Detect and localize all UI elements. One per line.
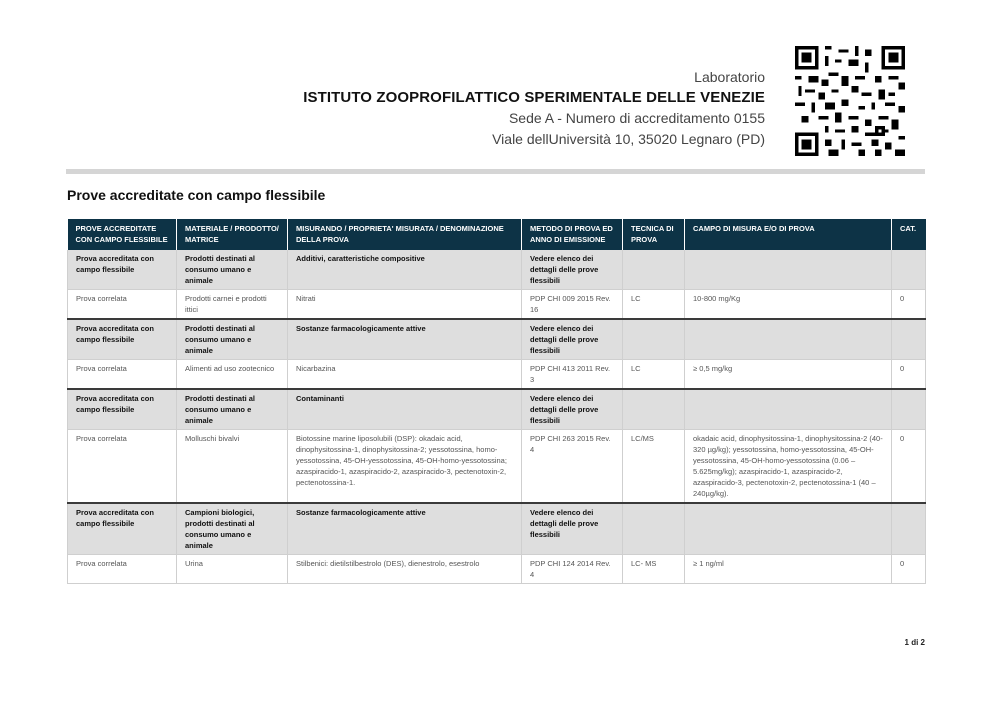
table-cell: Campioni biologici, prodotti destinati al consumo umano e animale <box>177 503 288 555</box>
table-cell: 10-800 mg/Kg <box>685 290 892 320</box>
column-header: CAMPO DI MISURA E/O DI PROVA <box>685 219 892 250</box>
table-cell: Prodotti destinati al consumo umano e animale <box>177 319 288 360</box>
table-cell <box>623 389 685 430</box>
table-cell: Prova correlata <box>68 290 177 320</box>
table-cell: Prova accreditata con campo flessibile <box>68 319 177 360</box>
table-cell: 0 <box>892 290 926 320</box>
table-cell: Prova accreditata con campo flessibile <box>68 250 177 290</box>
table-row-related <box>68 555 926 584</box>
table-cell: PDP CHI 263 2015 Rev. 4 <box>522 430 623 504</box>
column-header: METODO DI PROVA ED ANNO DI EMISSIONE <box>522 219 623 250</box>
table-cell: LC <box>623 360 685 390</box>
table-cell: PDP CHI 009 2015 Rev. 16 <box>522 290 623 320</box>
table-row-related <box>68 430 926 504</box>
table-cell <box>685 389 892 430</box>
table-cell: ≥ 1 ng/ml <box>685 555 892 584</box>
table-header-row <box>68 219 926 250</box>
table-cell: Prodotti destinati al consumo umano e animale <box>177 389 288 430</box>
table-cell: Alimenti ad uso zootecnico <box>177 360 288 390</box>
column-header: CAT. <box>892 219 926 250</box>
table-cell: Vedere elenco dei dettagli delle prove flessibili <box>522 250 623 290</box>
table-cell: PDP CHI 124 2014 Rev. 4 <box>522 555 623 584</box>
table-row-related <box>68 290 926 320</box>
lab-accreditation: Sede A - Numero di accreditamento 0155 <box>508 110 765 126</box>
table-cell <box>892 250 926 290</box>
table-cell: PDP CHI 413 2011 Rev. 3 <box>522 360 623 390</box>
table-cell: Contaminanti <box>288 389 522 430</box>
lab-label: Laboratorio <box>694 69 765 85</box>
table-cell: Prodotti destinati al consumo umano e animale <box>177 250 288 290</box>
table-cell: Stilbenici: dietilstilbestrolo (DES), dienestrolo, esestrolo <box>288 555 522 584</box>
section-title: Prove accreditate con campo flessibile <box>67 187 326 203</box>
table-cell: Sostanze farmacologicamente attive <box>288 319 522 360</box>
table-cell: LC <box>623 290 685 320</box>
table-cell: Vedere elenco dei dettagli delle prove flessibili <box>522 503 623 555</box>
table-cell: Vedere elenco dei dettagli delle prove flessibili <box>522 319 623 360</box>
table-row-accredited <box>68 319 926 360</box>
table-cell: Prova correlata <box>68 360 177 390</box>
table-cell: Nitrati <box>288 290 522 320</box>
table-cell: Prova accreditata con campo flessibile <box>68 503 177 555</box>
table-cell: okadaic acid, dinophysitossina-1, dinophysitossina-2 (40-320 µg/kg); yessotossina, homo-yessotossina, 45-OH-yessotossina, 45-OH-homo-yessotossina (0.06 – 5.625mg/kg); azaspiracido-1, azaspiracido-2, azaspiracido-3, pectenotoxin-2, pectenotossina-1 (40 – 240µg/kg). <box>685 430 892 504</box>
column-header: PROVE ACCREDITATE CON CAMPO FLESSIBILE <box>68 219 177 250</box>
column-header: MATERIALE / PRODOTTO/ MATRICE <box>177 219 288 250</box>
table-cell <box>892 389 926 430</box>
table-cell <box>623 503 685 555</box>
table-cell: LC- MS <box>623 555 685 584</box>
table-row-accredited <box>68 389 926 430</box>
table-cell: ≥ 0,5 mg/kg <box>685 360 892 390</box>
table-cell: Prodotti carnei e prodotti ittici <box>177 290 288 320</box>
header-divider <box>66 169 925 174</box>
table-cell <box>685 319 892 360</box>
table-cell: Vedere elenco dei dettagli delle prove flessibili <box>522 389 623 430</box>
table-cell <box>623 319 685 360</box>
table-cell <box>623 250 685 290</box>
table-cell: 0 <box>892 555 926 584</box>
column-header: MISURANDO / PROPRIETA' MISURATA / DENOMINAZIONE DELLA PROVA <box>288 219 522 250</box>
page-number: 1 di 2 <box>904 638 925 647</box>
table-cell <box>685 503 892 555</box>
table-cell: Sostanze farmacologicamente attive <box>288 503 522 555</box>
table-cell: Urina <box>177 555 288 584</box>
table-cell: Prova correlata <box>68 430 177 504</box>
table-cell: Molluschi bivalvi <box>177 430 288 504</box>
table-cell: Nicarbazina <box>288 360 522 390</box>
table-cell: LC/MS <box>623 430 685 504</box>
table-cell: Biotossine marine liposolubili (DSP): okadaic acid, dinophysitossina-1, dinophysitossina-2; yessotossina, homo-yessotossina, 45-OH-yessotossina, 45-OH-homo-yessotossina; azaspiracido-1, azaspiracido-2, azaspiracido-3, pectenotoxin-2, pectenotossina-1. <box>288 430 522 504</box>
table-cell: Additivi, caratteristiche compositive <box>288 250 522 290</box>
qr-code-icon <box>795 46 905 156</box>
column-header: TECNICA DI PROVA <box>623 219 685 250</box>
table-cell <box>892 319 926 360</box>
table-cell <box>892 503 926 555</box>
lab-header <box>245 68 765 150</box>
table-cell: 0 <box>892 430 926 504</box>
lab-name: ISTITUTO ZOOPROFILATTICO SPERIMENTALE DELLE VENEZIE <box>303 89 765 106</box>
accreditation-table <box>67 219 926 584</box>
table-row-accredited <box>68 503 926 555</box>
table-cell: Prova accreditata con campo flessibile <box>68 389 177 430</box>
table-cell <box>685 250 892 290</box>
table-row-accredited <box>68 250 926 290</box>
lab-address: Viale dellUniversità 10, 35020 Legnaro (PD) <box>492 131 765 147</box>
table-cell: 0 <box>892 360 926 390</box>
table-row-related <box>68 360 926 390</box>
table-cell: Prova correlata <box>68 555 177 584</box>
